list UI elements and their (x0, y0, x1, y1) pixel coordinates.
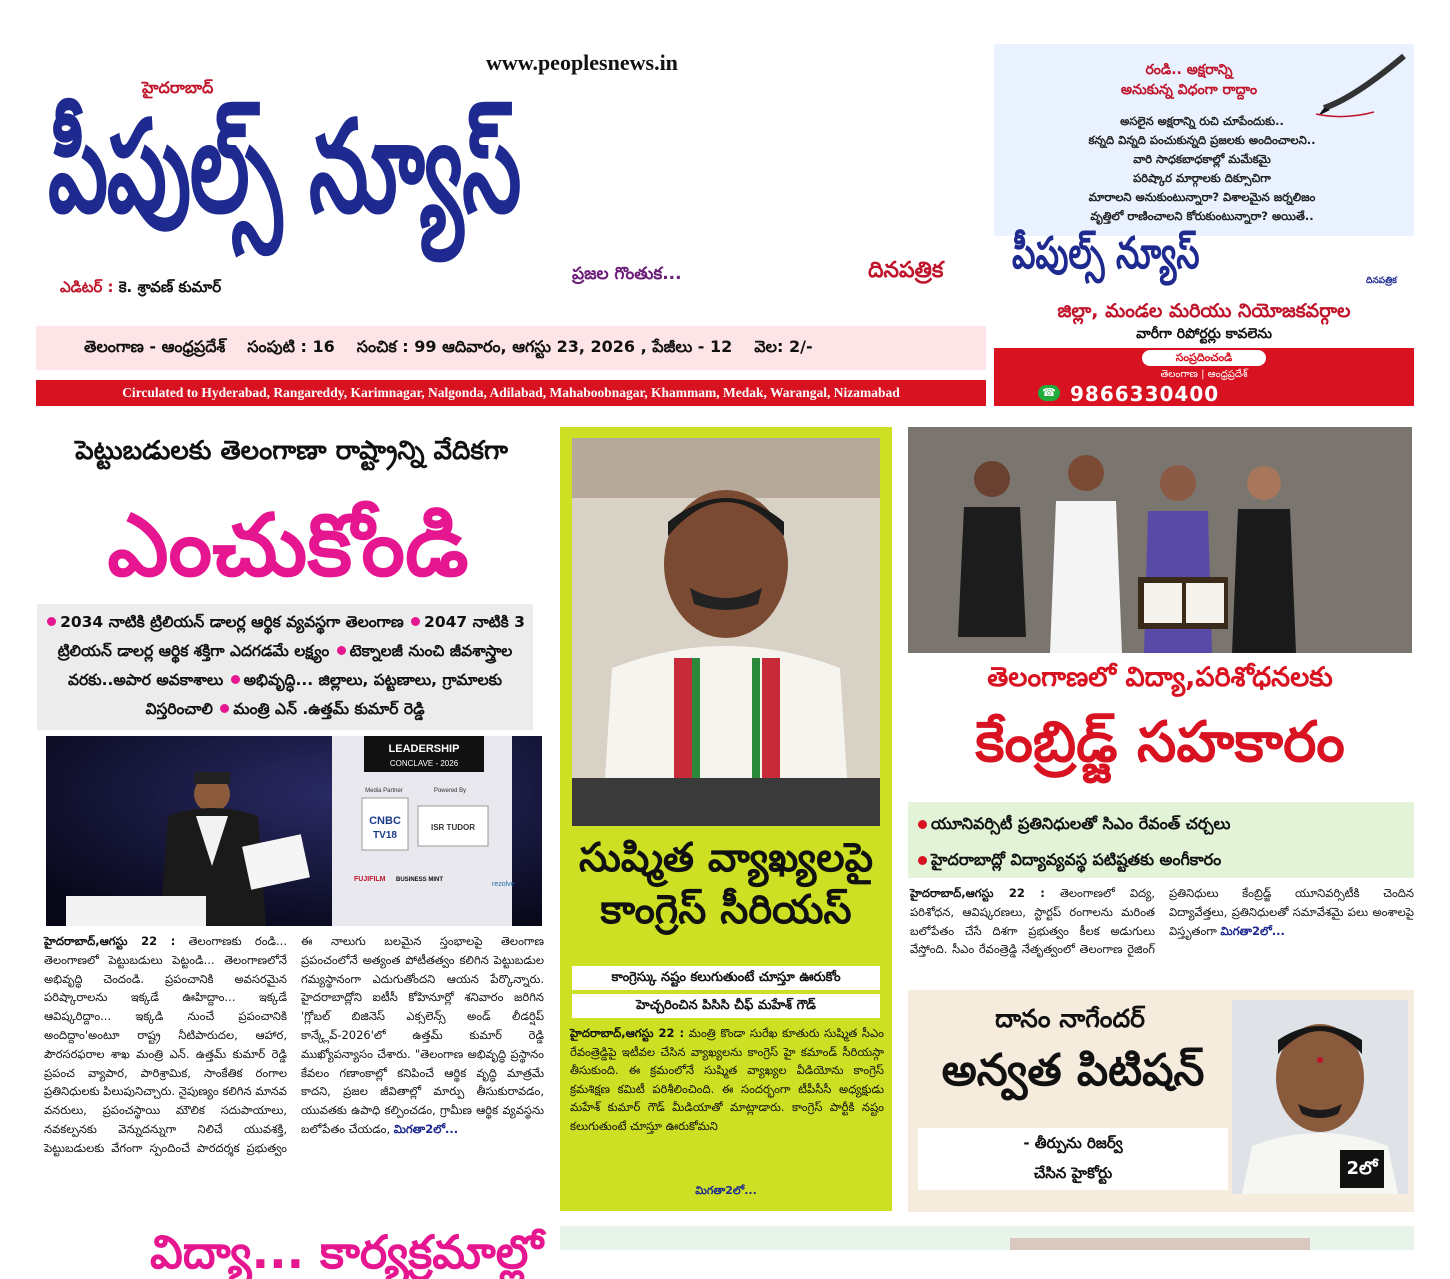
petition-subheadline (918, 1128, 1228, 1190)
masthead-city: హైదరాబాద్ (142, 78, 214, 97)
center-body (570, 1024, 884, 1136)
lead-continued-link[interactable]: మిగతా2లో... (393, 1121, 459, 1136)
center-subheadline-2: హెచ్చరించిన పిసిసి చీఫ్ మహేశ్ గౌడ్ (572, 994, 880, 1018)
media-partner-label: Media Partner (365, 788, 403, 794)
powered-by-label: Powered By (433, 788, 467, 794)
petition-sub-line-2: చేసిన హైకోర్టు (1033, 1164, 1113, 1182)
center-portrait-photo[interactable] (572, 438, 880, 826)
ad-body-line: వృత్తిలో రాణించాలని కోరుకుంటున్నారా? అయితే.. (1090, 209, 1314, 223)
bullet-dot-icon (47, 617, 56, 626)
petition-sub-line-1: - తీర్పును రిజర్వ్ (1023, 1134, 1123, 1152)
mint-logo-text: BUSINESS MINT (396, 877, 444, 883)
bullet-dot-icon (337, 646, 346, 655)
right-continued-link[interactable]: మిగతా2లో... (1220, 923, 1285, 938)
lead-headline[interactable]: ఎంచుకోండి (107, 496, 469, 596)
reporters-wanted-ad[interactable] (994, 44, 1414, 406)
ad-body-line: పరిష్కార మార్గాలకు దిక్సూచిగా (1133, 171, 1271, 185)
pen-icon (1314, 48, 1410, 118)
ad-body (1012, 112, 1392, 226)
petition-headline[interactable]: అన్వత పిటిషన్ (941, 1045, 1205, 1096)
ad-body-line: కన్నది విన్నది పంచుకున్నది ప్రజలకు అందించాలని.. (1088, 133, 1316, 147)
ad-body-line: అసలైన అక్షరాన్ని రుచి చూపేందుకు.. (1120, 114, 1284, 128)
cambridge-meeting-photo[interactable] (908, 427, 1412, 653)
right-headline[interactable]: కేంబ్రిడ్జ్ సహకారం (975, 710, 1345, 775)
banner-text: LEADERSHIP (388, 743, 460, 755)
issue-states: తెలంగాణ - ఆంధ్రప్రదేశ్ (84, 336, 226, 356)
lead-bullets (37, 604, 533, 730)
center-headline[interactable]: సుష్మిత వ్యాఖ్యలపై కాంగ్రెస్ సీరియస్ (578, 835, 874, 933)
ad-subheadline: జిల్లా, మండల మరియు నియోజకవర్గాల (1057, 300, 1351, 322)
bullet-dot-icon (918, 820, 927, 829)
petition-page-badge[interactable]: 2లో (1340, 1150, 1384, 1188)
group-photo (908, 427, 1412, 653)
masthead-tagline: ప్రజల గొంతుక... (572, 264, 682, 284)
bottom-right-photo (1010, 1238, 1310, 1250)
right-bullets (908, 802, 1414, 878)
right-body-text: తెలంగాణలో విద్య, పరిశోధన, ఆవిష్కరణలు, స్టార్టప్ రంగాలను మరింత బలోపేతం చేసే దిశగా ప్రభుత్వం కీలక అడుగులు వేస్తోంది. సీఎం రేవంత్రెడ్డి నేతృత్వంలో తెలంగాణ రైజింగ్ ప్రతినిధులు కేంబ్రిడ్జ్ యూనివర్సిటీకి చెందిన విద్యావేత్తలు, ప్రతినిధులతో సమావేశమై పలు అంశాలపై విస్తృతంగా (910, 886, 1414, 957)
lead-bullet: 2047 నాటికి 3 ట్రిలియన్ డాలర్ల ఆర్థిక శక్తిగా ఎదగడమే లక్ష్యం (57, 613, 525, 660)
right-body (910, 884, 1414, 959)
website-url[interactable]: www.peoplesnews.in (486, 50, 678, 75)
right-bullet: హైదరాబాద్లో విద్యావ్యవస్థ పటిష్టతకు అంగీకారం (918, 842, 1404, 878)
ad-headline-line-1: రండి.. అక్షరాన్ని (1145, 62, 1233, 78)
issue-info-bar (36, 326, 986, 370)
ad-subheadline-2: వారీగా రిపోర్టర్లు కావలెను (1136, 326, 1272, 342)
center-subheadline-1: కాంగ్రెస్కు నష్టం కలుగుతుంటే చూస్తూ ఊరుకోం (572, 966, 880, 990)
center-dateline: హైదరాబాద్,ఆగస్టు 22 : (570, 1026, 685, 1040)
right-kicker: తెలంగాణలో విద్యా,పరిశోధనలకు (987, 662, 1333, 693)
lead-bullet: మంత్రి ఎన్ .ఉత్తమ్ కుమార్ రెడ్డి (233, 700, 425, 718)
cnbc-logo-text: CNBC (369, 815, 401, 827)
masthead-type: దినపత్రిక (868, 258, 944, 283)
masthead-title: పీపుల్స్ న్యూస్ (48, 93, 521, 242)
lead-body (44, 932, 544, 1158)
conclave-speech-photo (46, 736, 542, 926)
leader-portrait (572, 438, 880, 826)
ad-headline-line-2: అనుకున్న విధంగా రాద్దాం (1120, 82, 1258, 98)
bullet-dot-icon (231, 675, 240, 684)
ad-logo-type: దినపత్రిక (1366, 276, 1397, 286)
bullet-dot-icon (918, 856, 927, 865)
bullet-dot-icon (411, 617, 420, 626)
ad-contact-label: సంప్రదించండి (1142, 350, 1266, 366)
bottom-left-headline: విద్యా... కార్యక్రమాల్లో (150, 1225, 544, 1279)
fujifilm-logo-text: FUJIFILM (354, 876, 386, 883)
right-bullet: యూనివర్సిటీ ప్రతినిధులతో సిఎం రేవంత్ చర్చలు (918, 806, 1404, 842)
phone-icon: ☎ (1038, 385, 1060, 401)
ad-body-line: మారాలని అనుకుంటున్నారా? విశాలమైన జర్నలిజం (1088, 190, 1316, 204)
rezolve-logo-text: rezolve (492, 881, 515, 888)
ad-top-panel (994, 44, 1414, 236)
ad-headline (1054, 60, 1324, 100)
lead-body-text: తెలంగాణకు రండి... తెలంగాణలో పెట్టుబడులు పెట్టండి... తెలంగాణలోనే అభివృద్ధి చెందండి. ప్రపంచానికి అవసరమైన పరిష్కారాలను ఇక్కడే ఊహిద్దాం... ఇక్కడే ఆవిష్కరిద్దాం... ఇక్కడి నుంచే ప్రపంచానికి అందిద్దాం'అంటూ రాష్ట్ర నీటిపారుదల, ఆహార, పౌరసరఫరాల శాఖ మంత్రి ఎన్. ఉత్తమ్ కుమార్ రెడ్డి ప్రపంచ వ్యాపార, పారిశ్రామిక, సాంకేతిక రంగాల ప్రతినిధులకు పిలుపునిచ్చారు. నైపుణ్యం కలిగిన మానవ వనరులు, ప్రపంచస్థాయి మౌలిక సదుపాయాలు, నవకల్పనకు వెన్నుదన్నుగా నిలిచే యువశక్తి, పెట్టుబడులకు వేగంగా స్పందించే పారదర్శక ప్రభుత్వం ఈ నాలుగు బలమైన స్తంభాలపై తెలంగాణ ప్రపంచంలోనే అత్యంత పోటీతత్వం కలిగిన పెట్టుబడుల గమ్యస్థానంగా ఎదుగుతోందని ఆయన పేర్కొన్నారు. హైదరాబాద్లోని ఐటీసీ కోహినూర్లో శనివారం జరిగిన 'గ్లోబల్ బిజినెస్ ఎక్సలెన్స్ అండ్ లీడర్షిప్ కాన్క్లేవ్-2026'లో ఉత్తమ్ కుమార్ రెడ్డి ముఖ్యోపన్యాసం చేశారు. "తెలంగాణ అభివృద్ధి ప్రస్థానం కేవలం గణాంకాల్లో కనిపించే ఆర్థిక వృద్ధి మాత్రమే కాదని, ప్రజల జీవితాల్లో మార్పు తీసుకురావడం, యువతకు ఉపాధి కల్పించడం, గ్రామీణ ఆర్థిక వ్యవస్థను బలోపేతం చేయడం, (44, 934, 544, 1155)
lead-kicker: పెట్టుబడులకు తెలంగాణా రాష్ట్రాన్ని వేదికగా (75, 436, 508, 466)
petition-kicker: దానం నాగేందర్ (995, 1004, 1145, 1033)
ad-phone-number[interactable]: 9866330400 (1070, 382, 1220, 406)
center-continued-link[interactable]: మిగతా2లో... (695, 1184, 757, 1197)
issue-volume: సంపుటి : 16 (247, 336, 335, 356)
editor-credit (60, 278, 221, 300)
right-dateline: హైదరాబాద్,ఆగస్టు 22 : (910, 886, 1045, 900)
issue-price: వెల: 2/- (754, 336, 813, 356)
isr-logo-text: ISR TUDOR (431, 823, 475, 832)
lead-bullet: అభివృద్ధి... జిల్లాలు, పట్టణాలు, గ్రామాలకు విస్తరించాలి (145, 671, 503, 718)
bullet-dot-icon (220, 704, 229, 713)
lead-dateline: హైదరాబాద్,ఆగస్టు 22 : (44, 934, 176, 948)
ad-states: తెలంగాణ | ఆంధ్రప్రదేశ్ (1160, 369, 1248, 380)
circulation-bar: Circulated to Hyderabad, Rangareddy, Karimnagar, Nalgonda, Adilabad, Mahaboobnagar, Khammam, Medak, Warangal, Nizamabad (36, 380, 986, 406)
editor-name: కె. శ్రావణ్ కుమార్ (118, 278, 222, 296)
ad-body-line: వారి సాధకబాధకాల్లో మమేకమై (1133, 152, 1271, 166)
issue-number-date: సంచిక : 99 ఆదివారం, ఆగస్టు 23, 2026 , పేజీలు - 12 (356, 336, 733, 356)
editor-label: ఎడిటర్ : (60, 278, 114, 296)
tv18-logo-text: TV18 (373, 830, 397, 841)
center-body-text: మంత్రి కొండా సురేఖ కూతురు సుష్మిత సీఎం రేవంత్రెడ్డిపై ఇటీవల చేసిన వ్యాఖ్యలను కాంగ్రెస్ హై కమాండ్ సీరియస్గా తీసుకుంది. ఈ క్రమంలోనే సుష్మిత వ్యాఖ్యల వీడియోను కాంగ్రెస్ క్రమశిక్షణ కమిటీ పరిశీలించింది. ఈ సందర్భంగా టీపీసీసీ అధ్యక్షుడు మహేశ్ కుమార్ గౌడ్ మీడియాతో మాట్లాడారు. కాంగ్రెస్ పార్టీకి నష్టం కలుగుతుంటే చూస్తూ ఊరుకోమని (570, 1026, 884, 1133)
lead-bullet: 2034 నాటికి ట్రిలియన్ డాలర్ల ఆర్థిక వ్యవస్థగా తెలంగాణ (60, 613, 404, 631)
lead-bullet: టెక్నాలజీ నుంచి జీవశాస్త్రాల వరకు..అపార అవకాశాలు (67, 642, 513, 689)
lead-photo[interactable] (46, 736, 542, 926)
banner-text-2: CONCLAVE - 2026 (389, 759, 459, 768)
ad-logo: పీపుల్స్ న్యూస్ (1012, 228, 1200, 279)
